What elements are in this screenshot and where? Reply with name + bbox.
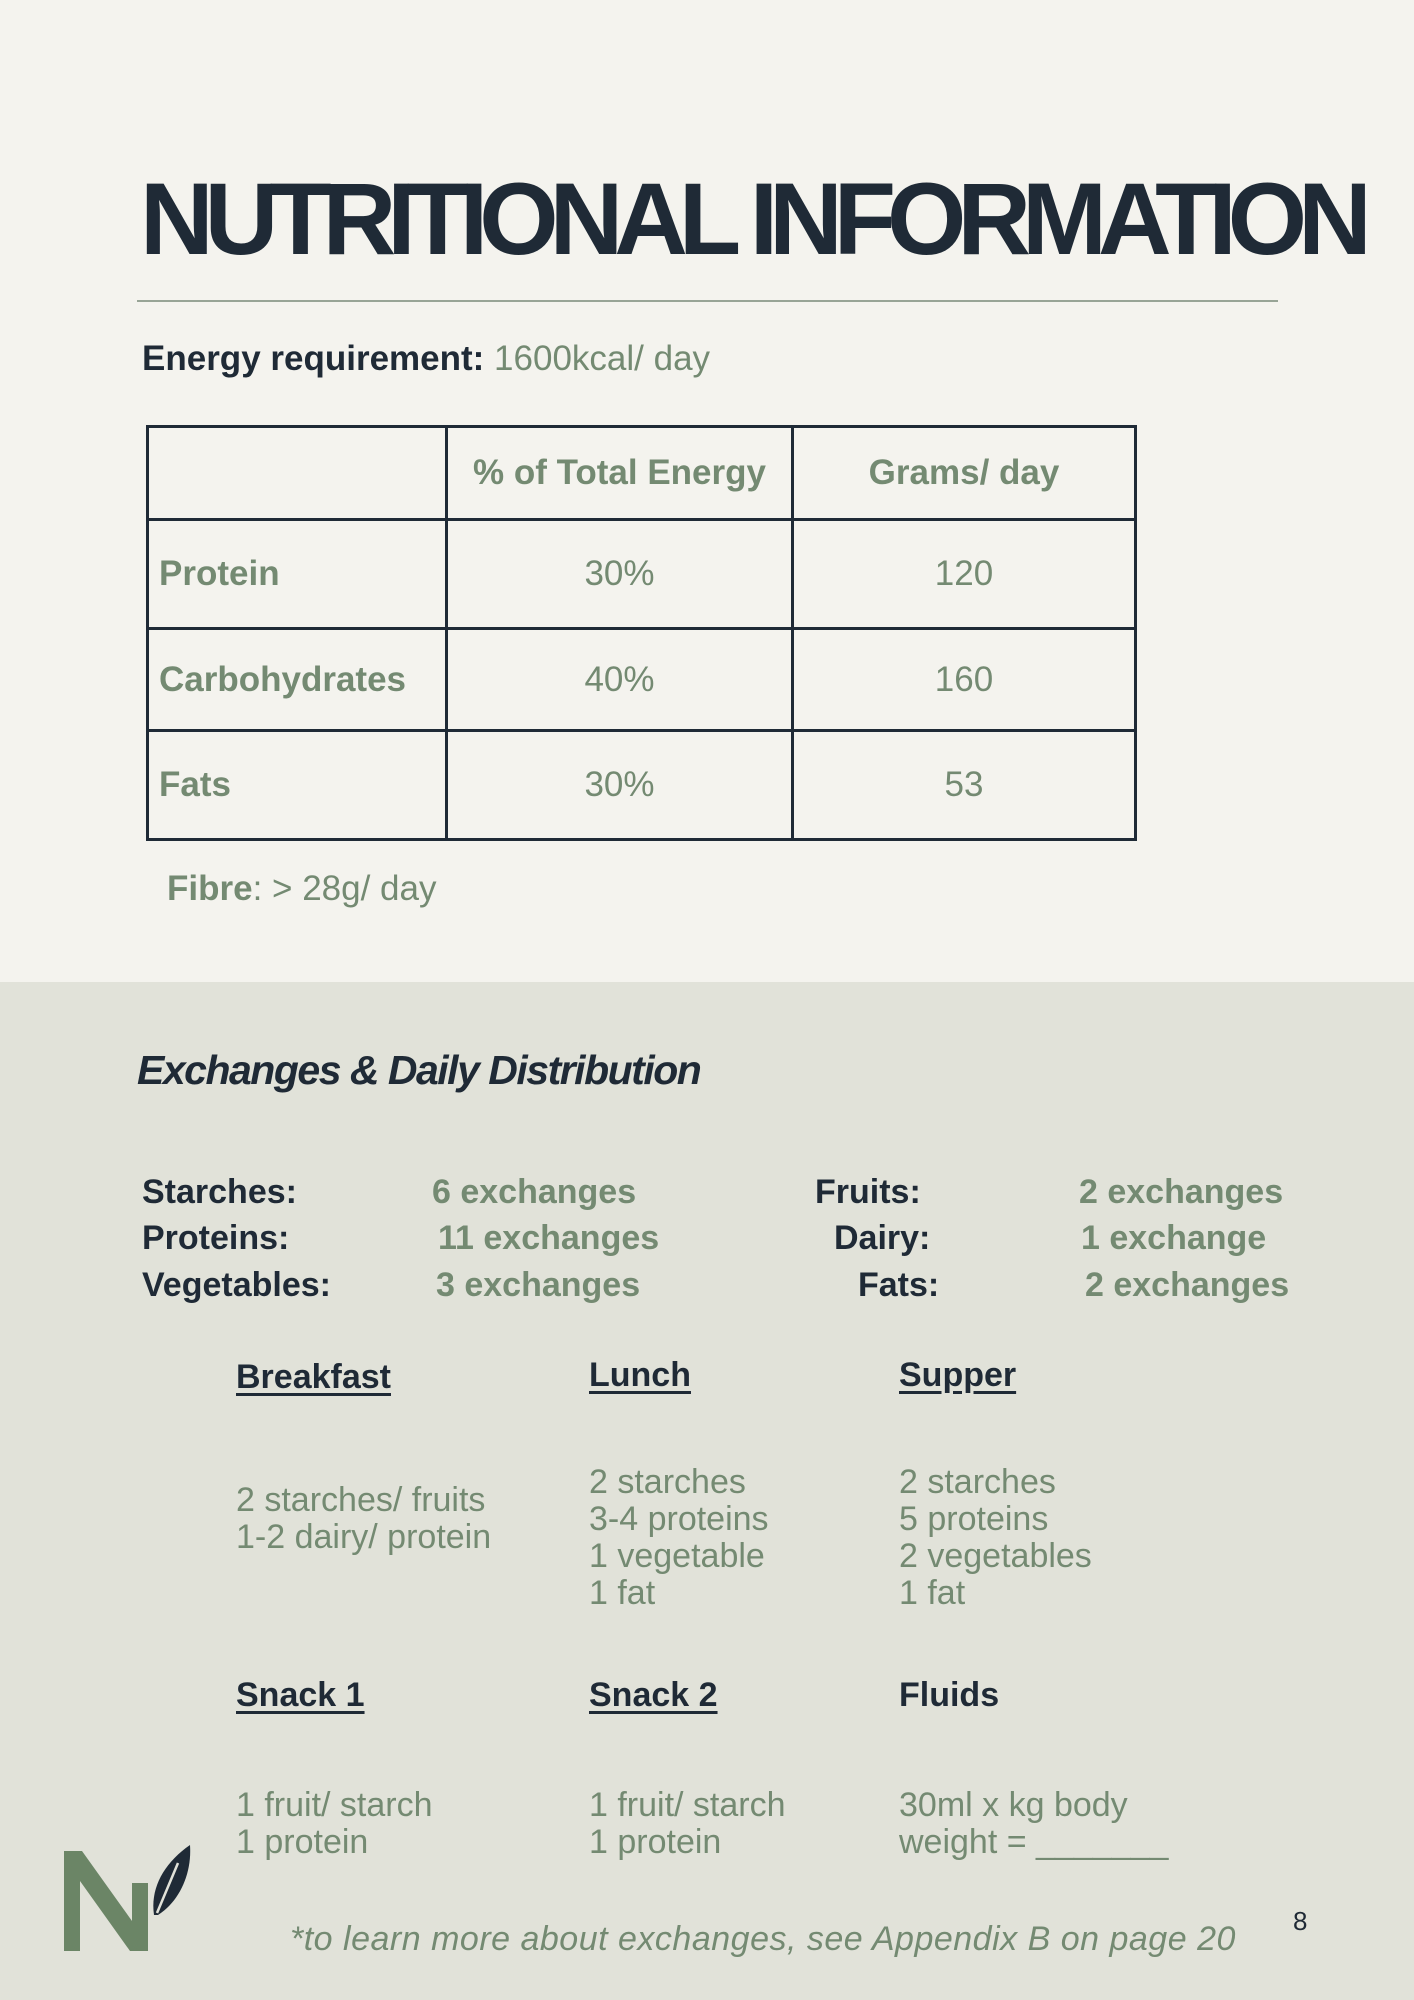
- fibre-value: : > 28g/ day: [252, 869, 437, 908]
- list-item: 2 starches: [589, 1463, 746, 1501]
- exchange-value-proteins: 11 exchanges: [438, 1219, 660, 1257]
- energy-label: Energy requirement:: [142, 339, 485, 378]
- table-row: [148, 731, 1136, 840]
- energy-requirement: [142, 339, 710, 379]
- list-item: 30ml x kg body: [899, 1786, 1128, 1824]
- meal-items-fluids: [899, 1787, 1168, 1861]
- meal-items-snack-2: [589, 1787, 786, 1861]
- exchange-value-dairy: 1 exchange: [1081, 1219, 1267, 1257]
- cell-protein-grams: 120: [793, 520, 1136, 629]
- exchange-value-fruits: 2 exchanges: [1079, 1173, 1284, 1211]
- fibre-label: Fibre: [167, 869, 253, 908]
- exchange-label-proteins: Proteins:: [142, 1219, 290, 1257]
- page-title: NUTRITIONAL INFORMATION: [140, 162, 1363, 276]
- meal-items-supper: [899, 1464, 1092, 1612]
- list-item: 1-2 dairy/ protein: [236, 1518, 492, 1556]
- page-number: 8: [1293, 1906, 1308, 1936]
- nutrition-table: [146, 425, 1137, 841]
- meal-items-breakfast: [236, 1482, 491, 1556]
- table-header-empty: [148, 427, 447, 520]
- exchange-label-vegetables: Vegetables:: [142, 1266, 331, 1304]
- meal-items-lunch: [589, 1464, 769, 1612]
- exchange-label-fruits: Fruits:: [815, 1173, 921, 1211]
- list-item: 5 proteins: [899, 1500, 1049, 1538]
- cell-carbohydrates-grams: 160: [793, 629, 1136, 731]
- meal-heading-snack-2: Snack 2: [589, 1676, 718, 1714]
- cell-fats-percent: 30%: [447, 731, 793, 840]
- meal-heading-breakfast: Breakfast: [236, 1358, 391, 1396]
- list-item: 3-4 proteins: [589, 1500, 769, 1538]
- list-item: 1 fruit/ starch: [236, 1786, 433, 1824]
- list-item: 1 fruit/ starch: [589, 1786, 786, 1824]
- exchange-label-dairy: Dairy:: [834, 1219, 931, 1257]
- meal-heading-fluids: Fluids: [899, 1676, 1000, 1714]
- row-label-fats: Fats: [148, 731, 447, 840]
- fibre-requirement: [167, 869, 436, 909]
- list-item: 2 starches: [899, 1463, 1056, 1501]
- exchange-label-fats: Fats:: [858, 1266, 940, 1304]
- meal-heading-lunch: Lunch: [589, 1356, 691, 1394]
- list-item: 1 protein: [236, 1823, 369, 1861]
- meal-items-snack-1: [236, 1787, 433, 1861]
- energy-value: 1600kcal/ day: [494, 339, 711, 378]
- table-row: [148, 520, 1136, 629]
- table-header-row: [148, 427, 1136, 520]
- list-item: 1 vegetable: [589, 1537, 765, 1575]
- cell-protein-percent: 30%: [447, 520, 793, 629]
- list-item: 1 protein: [589, 1823, 722, 1861]
- cell-fats-grams: 53: [793, 731, 1136, 840]
- exchange-label-starches: Starches:: [142, 1173, 297, 1211]
- list-item: 1 fat: [899, 1574, 966, 1612]
- table-header-grams: Grams/ day: [793, 427, 1136, 520]
- list-item: 1 fat: [589, 1574, 656, 1612]
- row-label-protein: Protein: [148, 520, 447, 629]
- row-label-carbohydrates: Carbohydrates: [148, 629, 447, 731]
- exchange-value-starches: 6 exchanges: [432, 1173, 637, 1211]
- list-item: 2 vegetables: [899, 1537, 1092, 1575]
- footnote: *to learn more about exchanges, see Appendix B on page 20: [290, 1920, 1236, 1958]
- list-item: weight = _______: [899, 1823, 1169, 1861]
- exchange-value-fats: 2 exchanges: [1085, 1266, 1290, 1304]
- brand-logo-icon: [62, 1843, 192, 1953]
- title-divider: [137, 300, 1278, 302]
- meal-heading-snack-1: Snack 1: [236, 1676, 365, 1714]
- exchange-value-vegetables: 3 exchanges: [436, 1266, 641, 1304]
- cell-carbohydrates-percent: 40%: [447, 629, 793, 731]
- list-item: 2 starches/ fruits: [236, 1481, 486, 1519]
- table-header-percent: % of Total Energy: [447, 427, 793, 520]
- table-row: [148, 629, 1136, 731]
- meal-heading-supper: Supper: [899, 1356, 1017, 1394]
- exchanges-heading: Exchanges & Daily Distribution: [137, 1047, 701, 1093]
